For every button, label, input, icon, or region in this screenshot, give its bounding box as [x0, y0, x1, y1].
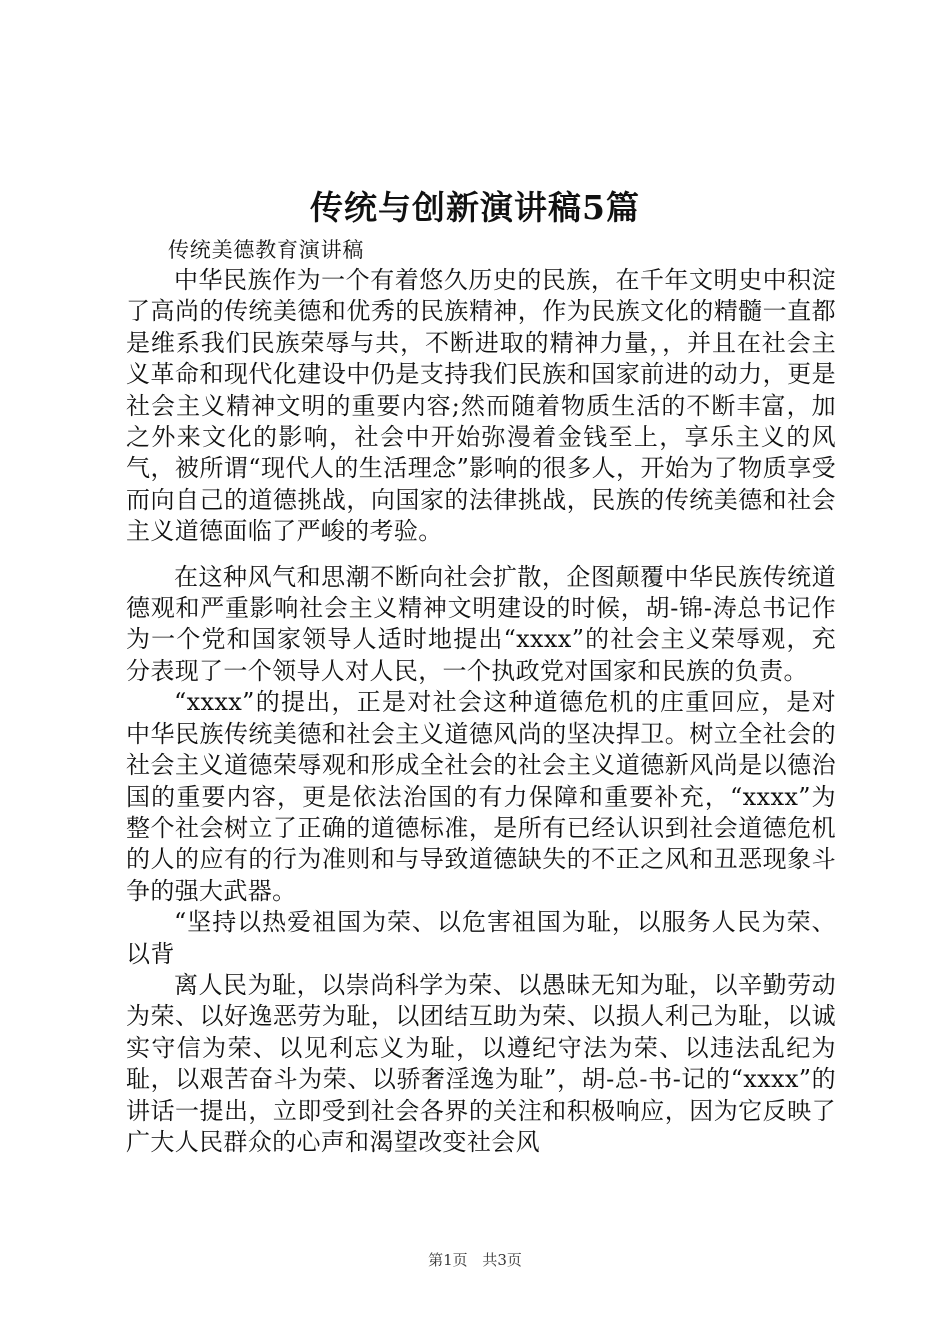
page-total: 共3页 [482, 1251, 522, 1269]
document-body [126, 236, 836, 1158]
paragraph-5: 离人民为耻，以崇尚科学为荣、以愚昧无知为耻，以辛勤劳动为荣、以好逸恶劳为耻，以团结互助为荣、以损人利己为耻，以诚实守信为荣、以见利忘义为耻，以遵纪守法为荣、以违法乱纪为耻，以艰苦奋斗为荣、以骄奢淫逸为耻”，胡-总-书-记的“xxxx”的讲话一提出，立即受到社会各界的关注和积极响应，因为它反映了广大人民群众的心声和渴望改变社会风 [126, 970, 836, 1156]
page-footer [0, 1250, 950, 1270]
document-subtitle: 传统美德教育演讲稿 [168, 238, 365, 262]
paragraph-1: 中华民族作为一个有着悠久历史的民族，在千年文明史中积淀了高尚的传统美德和优秀的民族精神，作为民族文化的精髓一直都是维系我们民族荣辱与共，不断进取的精神力量，，并且在社会主义革命和现代化建设中仍是支持我们民族和国家前进的动力，更是社会主义精神文明的重要内容;然而随着物质生活的不断丰富，加之外来文化的影响，社会中开始弥漫着金钱至上，享乐主义的风气，被所谓“现代人的生活理念”影响的很多人，开始为了物质享受而向自己的道德挑战，向国家的法律挑战，民族的传统美德和社会主义道德面临了严峻的考验。 [126, 266, 836, 546]
paragraph-3: “xxxx”的提出，正是对社会这种道德危机的庄重回应，是对中华民族传统美德和社会主义道德风尚的坚决捍卫。树立全社会的社会主义道德荣辱观和形成全社会的社会主义道德新风尚是以德治国的重要内容，更是依法治国的有力保障和重要补充，“xxxx”为整个社会树立了正确的道德标准，是所有已经认识到社会道德危机的人的应有的行为准则和与导致道德缺失的不正之风和丑恶现象斗争的强大武器。 [126, 688, 836, 905]
page-number: 第1页 [428, 1251, 468, 1269]
paragraph-4: “坚持以热爱祖国为荣、以危害祖国为耻，以服务人民为荣、以背 [126, 908, 836, 968]
paragraph-2: 在这种风气和思潮不断向社会扩散，企图颠覆中华民族传统道德观和严重影响社会主义精神文明建设的时候，胡-锦-涛总书记作为一个党和国家领导人适时地提出“xxxx”的社会主义荣辱观，充分表现了一个领导人对人民，一个执政党对国家和民族的负责。 [126, 562, 836, 685]
document-title: 传统与创新演讲稿5篇 [310, 188, 640, 227]
